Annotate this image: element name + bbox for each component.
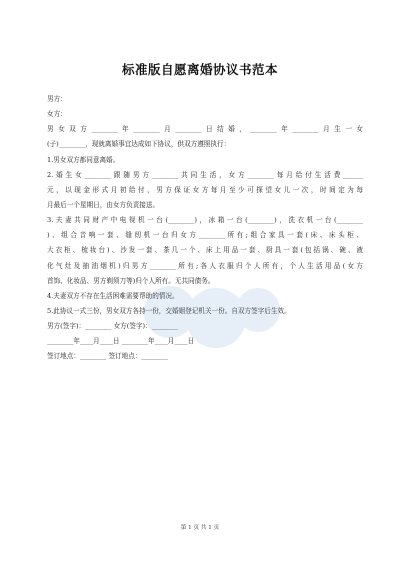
text-line: 1.男女双方都同意离婚。 bbox=[47, 155, 120, 164]
text-line: 男女双方________年________月________日结婚，________年________月生一女 bbox=[47, 125, 363, 134]
document-title: 标准版自愿离婚协议书范本 bbox=[121, 62, 278, 77]
text-line: 元，以现金形式月初给付，男方保证女方每月至少可探望女儿一次，时间定为每 bbox=[47, 185, 363, 194]
signature-line: 男方(签字)：________ 女方(签字)：________ bbox=[47, 322, 179, 331]
text-line: 男方： bbox=[47, 95, 67, 103]
text-line: 3.夫妻共同财产中电视机一台(________)，冰箱一台(________)，洗衣机一台(________ bbox=[47, 216, 363, 225]
text-line: 4.夫妻双方不存在生活困难需要帮助的情况。 bbox=[47, 291, 179, 300]
text-line: 5.此协议一式三份，男女双方各持一份，交婚姻登记机关一份。自双方签字后生效。 bbox=[47, 306, 291, 315]
page-footer: 第 1 页 共 1 页 bbox=[180, 525, 220, 531]
location-line: 签订地点：________ 签订地点：________ bbox=[47, 352, 168, 361]
document-body bbox=[47, 92, 363, 365]
text-line: 化气灶及抽油烟机)归男方________所有;各人衣服归个人所有，个人生活用品(女方 bbox=[47, 261, 363, 270]
text-line: 大衣柜、梳妆台)、沙发一套、茶几一个、床上用品一套、厨具一套(包括锅、碗、液 bbox=[47, 246, 363, 255]
text-line: 女方： bbox=[47, 110, 67, 119]
text-line: 2.婚生女________跟随男方________共同生活，女方________每月给付生活费______ bbox=[47, 170, 363, 179]
text-line: 首饰、化妆品、男方剃须刀等)归个人所有。无共同债务。 bbox=[47, 276, 215, 285]
text-line: )、组合音响一套、缝纫机一台归女方________所有;组合家具一套(床、床头柜、 bbox=[47, 231, 363, 240]
date-line: ________年____月____日 ________年____月____日 bbox=[47, 337, 195, 346]
text-line: 月最后一个星期日，由女方负责接送。 bbox=[47, 200, 160, 209]
text-line: (子)________，现就离婚事宜达成如下协议，供双方遵照执行： bbox=[47, 140, 231, 149]
